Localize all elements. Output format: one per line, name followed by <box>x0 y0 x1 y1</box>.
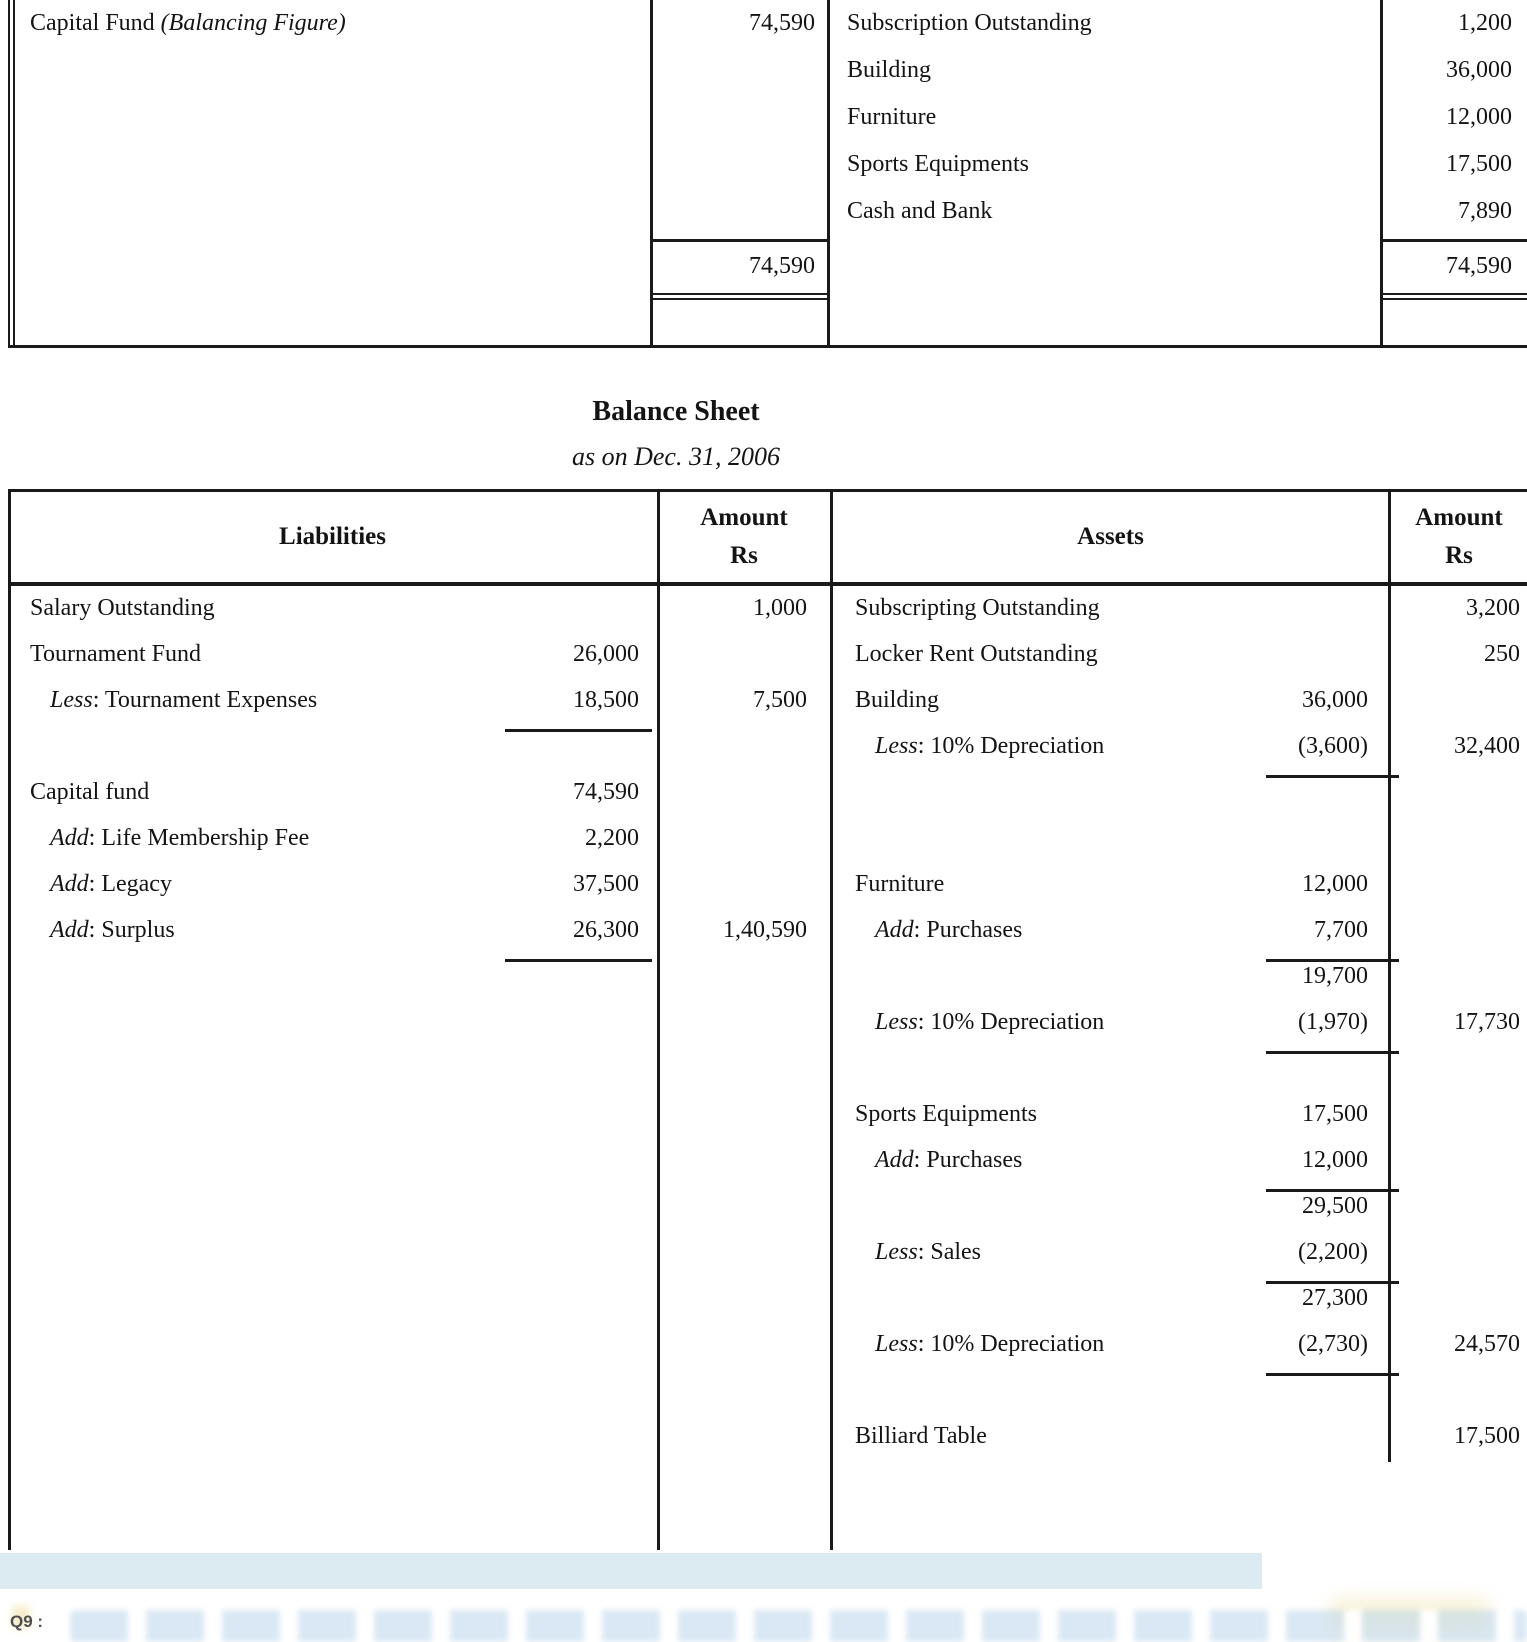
row-inner-amount: 27,300 <box>1302 1285 1368 1311</box>
closing-double-rule <box>653 293 830 300</box>
row-label: Billiard Table <box>855 1423 987 1449</box>
spacer-row <box>841 769 1527 815</box>
row-label: Add: Purchases <box>875 1147 1023 1173</box>
row-label: Furniture <box>847 104 937 130</box>
row-amount: 12,000 <box>1446 104 1512 130</box>
table-row <box>833 47 1527 94</box>
row-label: Salary Outstanding <box>30 595 215 621</box>
table-row <box>833 188 1527 235</box>
row-amount: 74,590 <box>749 10 815 36</box>
spacer-row <box>841 1367 1527 1413</box>
row-label: Add: Legacy <box>50 871 172 897</box>
row-label: Add: Surplus <box>50 917 175 943</box>
row-label: Tournament Fund <box>30 641 201 667</box>
table-row <box>8 631 830 677</box>
row-label: Add: Purchases <box>875 917 1023 943</box>
row-inner-amount: 18,500 <box>573 687 639 713</box>
table-row <box>841 585 1527 631</box>
row-label: Locker Rent Outstanding <box>855 641 1098 667</box>
row-inner-amount: 17,500 <box>1302 1101 1368 1127</box>
capital-fund-table <box>8 0 1527 348</box>
row-inner-amount: 2,200 <box>585 825 639 851</box>
row-amount: 7,500 <box>753 687 807 713</box>
table-row <box>841 861 1527 907</box>
row-amount: 1,000 <box>753 595 807 621</box>
row-label: Subscripting Outstanding <box>855 595 1100 621</box>
asset-rows <box>833 0 1527 235</box>
balance-sheet-table <box>8 489 1527 1550</box>
row-inner-amount: (1,970) <box>1298 1009 1368 1035</box>
column-divider <box>830 489 833 1550</box>
assets-rows <box>841 585 1527 1459</box>
row-inner-amount: (2,730) <box>1298 1331 1368 1357</box>
table-row <box>833 0 1527 47</box>
table-row <box>841 631 1527 677</box>
column-header-amount: Amount Rs <box>1415 504 1503 569</box>
column-header-assets: Assets <box>1077 523 1144 550</box>
subtotal-underline <box>505 959 652 962</box>
table-row <box>8 815 830 861</box>
table-row <box>841 677 1527 723</box>
spacer-row <box>8 723 830 769</box>
row-amount: 1,40,590 <box>723 917 807 943</box>
row-inner-amount: 37,500 <box>573 871 639 897</box>
closing-double-rule <box>1380 293 1527 300</box>
row-inner-amount: (3,600) <box>1298 733 1368 759</box>
row-label: Less: 10% Depreciation <box>875 733 1105 759</box>
row-inner-amount: 26,300 <box>573 917 639 943</box>
row-amount: 32,400 <box>1454 733 1520 759</box>
row-inner-amount: 19,700 <box>1302 963 1368 989</box>
spacer-row <box>841 1045 1527 1091</box>
row-amount: 7,890 <box>1458 198 1512 224</box>
row-label: Subscription Outstanding <box>847 10 1092 36</box>
row-amount: 17,500 <box>1454 1423 1520 1449</box>
row-amount: 36,000 <box>1446 57 1512 83</box>
faded-content-strip <box>70 1610 1527 1642</box>
table-row <box>841 1091 1527 1137</box>
table-row <box>841 907 1527 953</box>
column-header-amount: Amount Rs <box>700 504 788 569</box>
table-left-border <box>8 0 15 348</box>
total-amount: 74,590 <box>1446 253 1512 279</box>
table-row <box>841 1137 1527 1183</box>
row-label: Sports Equipments <box>855 1101 1038 1127</box>
row-inner-amount: 74,590 <box>573 779 639 805</box>
table-row <box>841 723 1527 769</box>
table-row <box>833 141 1527 188</box>
table-row <box>833 94 1527 141</box>
total-amount: 74,590 <box>749 253 815 279</box>
table-row <box>841 1183 1527 1229</box>
row-label: Building <box>855 687 940 713</box>
page-subtitle: as on Dec. 31, 2006 <box>572 442 780 471</box>
row-label: Less: 10% Depreciation <box>875 1331 1105 1357</box>
row-amount: 17,500 <box>1446 151 1512 177</box>
table-row <box>8 861 830 907</box>
spacer-row <box>841 815 1527 861</box>
row-inner-amount: 29,500 <box>1302 1193 1368 1219</box>
table-row <box>8 907 830 953</box>
row-inner-amount: 7,700 <box>1314 917 1368 943</box>
question-label: Q9 : <box>10 1612 44 1631</box>
table-row <box>8 769 830 815</box>
row-inner-amount: 36,000 <box>1302 687 1368 713</box>
table-row <box>841 999 1527 1045</box>
row-label: Less: Sales <box>875 1239 982 1265</box>
row-label: Capital Fund (Balancing Figure) <box>30 10 346 36</box>
row-inner-amount: (2,200) <box>1298 1239 1368 1265</box>
column-header-liabilities: Liabilities <box>279 523 386 550</box>
row-label: Less: Tournament Expenses <box>50 687 318 713</box>
table-row <box>841 1413 1527 1459</box>
row-label: Cash and Bank <box>847 198 993 224</box>
page-title: Balance Sheet <box>592 396 760 427</box>
table-row <box>8 677 830 723</box>
row-inner-amount: 26,000 <box>573 641 639 667</box>
row-inner-amount: 12,000 <box>1302 871 1368 897</box>
row-label: Furniture <box>855 871 945 897</box>
row-amount: 17,730 <box>1454 1009 1520 1035</box>
highlight-band <box>0 1553 1262 1589</box>
table-row <box>841 1321 1527 1367</box>
table-bottom-border <box>8 345 1527 348</box>
row-label: Building <box>847 57 932 83</box>
row-amount: 1,200 <box>1458 10 1512 36</box>
row-label: Capital fund <box>30 779 150 805</box>
row-label: Less: 10% Depreciation <box>875 1009 1105 1035</box>
table-row <box>8 585 830 631</box>
row-inner-amount: 12,000 <box>1302 1147 1368 1173</box>
table-row <box>841 1229 1527 1275</box>
table-row <box>8 0 650 47</box>
liabilities-rows <box>8 585 830 953</box>
row-label: Sports Equipments <box>847 151 1030 177</box>
table-row <box>841 953 1527 999</box>
table-row <box>841 1275 1527 1321</box>
row-label: Add: Life Membership Fee <box>50 825 310 851</box>
row-amount: 24,570 <box>1454 1331 1520 1357</box>
row-amount: 250 <box>1484 641 1520 667</box>
row-amount: 3,200 <box>1466 595 1520 621</box>
